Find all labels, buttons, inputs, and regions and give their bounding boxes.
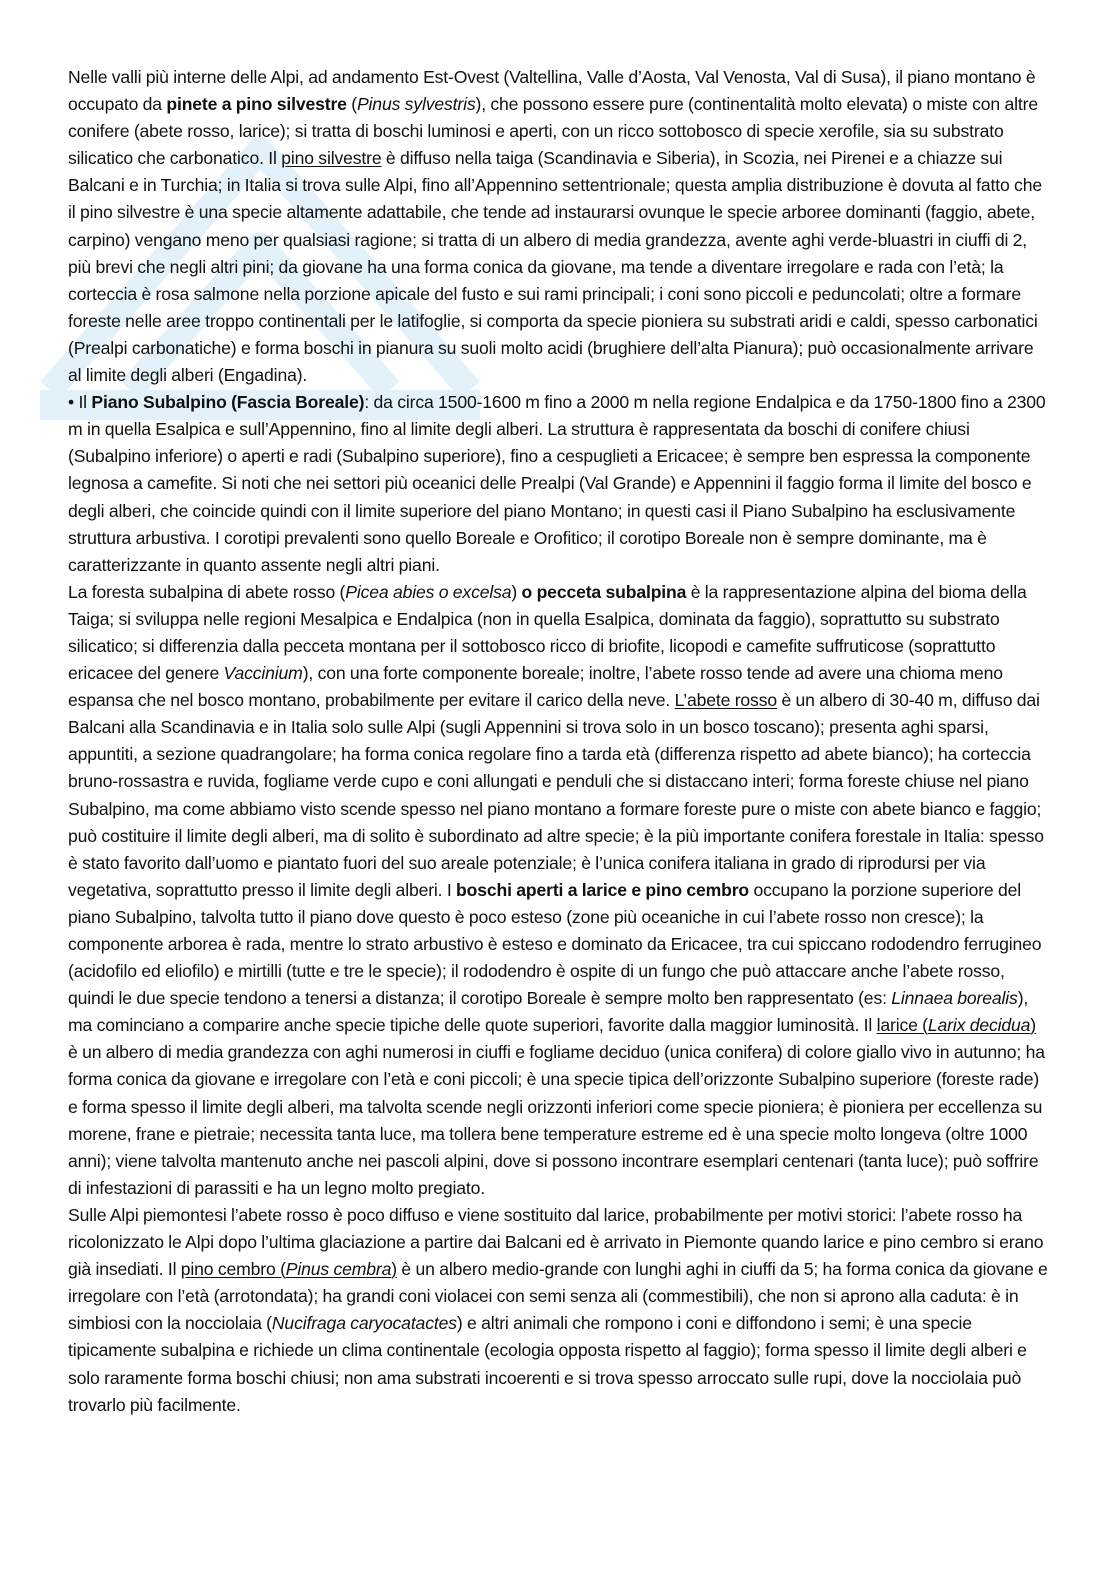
paragraph [68, 1202, 1048, 1419]
text-run: Pinus cembra [285, 1259, 392, 1280]
text-run: ), ma cominciano a comparire anche specie tipiche delle quote superiori, favorite dalla maggior luminosità. Il [68, 988, 1029, 1036]
text-run: Sulle Alpi piemontesi l’abete rosso è poco diffuso e viene sostituito dal larice, probabilmente per motivi storici: l’abete rosso ha ricolonizzato le Alpi dopo l’ultima glaciazione a partire dai Balcani ed è arrivato in Piemonte quando larice e pino cembro si erano già insediati. Il [68, 1204, 1044, 1280]
paragraph [68, 579, 1048, 1202]
text-run: ) [1030, 1015, 1037, 1036]
text-run: è la rappresentazione alpina del bioma della Taiga; si sviluppa nelle regioni Mesalpica e Endalpica (non in quella Esalpica, dominata da faggio), soprattutto su substrato silicatico; si differenzia dalla pecceta montana per il sottobosco ricco di briofite, licopodi e camefite suffruticose (soprattutto ericacee del genere [68, 581, 1027, 684]
text-run: boschi aperti a larice e pino cembro [456, 879, 750, 900]
text-run: Nucifraga caryocatactes [271, 1313, 457, 1334]
text-run: ), che possono essere pure (continentalità molto elevata) o miste con altre conifere (abete rosso, larice); si tratta di boschi luminosi e aperti, con un ricco sottobosco di specie xerofile, sia su substrato silicatico che carbonatico. Il [68, 94, 1038, 169]
text-run: ) [391, 1259, 397, 1280]
text-run: Pinus sylvestris [356, 94, 476, 115]
text-run: Linnaea borealis [891, 988, 1018, 1009]
text-run: : da circa 1500-1600 m fino a 2000 m nella regione Endalpica e da 1750-1800 fino a 2300 m in quella Esalpica e sull’Appennino, fino al limite degli alberi. La struttura è rappresentata da boschi di conifere chiusi (Subalpino inferiore) o aperti e radi (Subalpino superiore), fino a cespuglieti a Ericacee; è sempre ben espressa la componente legnosa a camefite. Si noti che nei settori più oceanici delle Prealpi (Val Grande) e Appennini il faggio forma il limite del bosco e degli alberi, che coincide quindi con il limite superiore del piano Montano; in questi casi il Piano Subalpino ha esclusivamente struttura arbustiva. I corotipi prevalenti sono quello Boreale e Orofitico; il corotipo Boreale non è sempre dominante, ma è caratterizzante in quanto assente negli altri piani. [68, 392, 1046, 575]
text-run: è diffuso nella taiga (Scandinavia e Siberia), in Scozia, nei Pirenei e a chiazze sui Balcani e in Turchia; in Italia si trova sulle Alpi, fino all’Appennino settentrionale; questa amplia distribuzione è dovuta al fatto che il pino silvestre è una specie altamente adattabile, che tende ad instaurarsi ovunque le specie arboree dominanti (faggio, abete, carpino) vengano meno per qualsiasi ragione; si tratta di un albero di media grandezza, avente aghi verde-bluastri in ciuffi di 2, più brevi che negli altri pini; da giovane ha una forma conica da giovane, ma tende a diventare irregolare e rada con l’età; la corteccia è rosa salmone nella porzione apicale del fusto e sui rami principali; i coni sono piccoli e peduncolati; oltre a formare foreste nelle aree troppo continentali per le latifoglie, si comporta da specie pioniera su substrati aridi e caldi, spesso carbonatici (Prealpi carbonatiche) e forma boschi in pianura su suoli molto acidi (brughiere dell’alta Pianura); può occasionalmente arrivare al limite degli alberi (Engadina). [68, 148, 1042, 386]
text-run: La foresta subalpina di abete rosso ( [68, 581, 346, 602]
text-run: occupano la porzione superiore del piano Subalpino, talvolta tutto il piano dove questo è poco esteso (zone più oceaniche in cui l’abete rosso non cresce); la componente arborea è rada, mentre lo strato arbustivo è esteso e dominato da Ericacee, tra cui spiccano rododendro ferrugineo (acidofilo ed eliofilo) e mirtilli (tutte e tre le specie); il rododendro è ospite di un fungo che può attaccare anche l’abete rosso, quindi le due specie tendono a tenersi a distanza; il corotipo Boreale è sempre molto ben rappresentato (es: [68, 879, 1042, 1009]
text-run: è un albero medio-grande con lunghi aghi in ciuffi da 5; ha forma conica da giovane e irregolare con l’età (arrotondata); ha grandi coni violacei con semi senza ali (commestibili), che non si aprono alla caduta: è in simbiosi con la nocciolaia ( [68, 1259, 1048, 1334]
text-run: ) e altri animali che rompono i coni e diffondono i semi; è una specie tipicamente subalpina e richiede un clima continentale (ecologia opposta rispetto al faggio); forma spesso il limite degli alberi e solo raramente forma boschi chiusi; non ama substrati incoerenti e si trova spesso arroccato sulle rupi, dove la nocciolaia può trovarlo più facilmente. [68, 1313, 1027, 1415]
text-run: pino silvestre [281, 148, 382, 169]
text-run: Piano Subalpino (Fascia Boreale) [91, 392, 365, 413]
text-run: Vaccinium [223, 663, 303, 684]
text-run: è un albero di 30-40 m, diffuso dai Balcani alla Scandinavia e in Italia solo sulle Alpi (sugli Appennini si trova solo in un bosco toscano); presenta aghi sparsi, appuntiti, a sezione quadrangolare; ha forma conica regolare fino a tarda età (differenza rispetto ad abete bianco); ha corteccia bruno-rossastra e ruvida, fogliame verde cupo e coni allungati e penduli che si distaccano interi; forma foreste chiuse nel piano Subalpino, ma come abbiamo visto scende spesso nel piano montano a formare foreste pure o miste con abete bianco e faggio; può costituire il limite degli alberi, ma di solito è subordinato ad altre specie; è la più importante conifera forestale in Italia: spesso è stato favorito dall’uomo e piantato fuori del suo areale potenziale; è l’unica conifera italiana in grado di riprodursi per via vegetativa, soprattutto presso il limite degli alberi. I [68, 690, 1044, 900]
text-run: ( [346, 94, 357, 115]
text-run: o pecceta subalpina [521, 581, 687, 602]
document-body [68, 64, 1048, 1419]
text-run: Larix decidua [927, 1015, 1031, 1036]
paragraph [68, 64, 1048, 389]
text-run: Nelle valli più interne delle Alpi, ad andamento Est-Ovest (Valtellina, Valle d’Aosta, Val Venosta, Val di Susa), il piano montano è occupato da [68, 67, 1036, 115]
text-run: è un albero di media grandezza con aghi numerosi in ciuffi e fogliame deciduo (unica conifera) di colore giallo vivo in autunno; ha forma conica da giovane e irregolare con l’età e coni piccoli; è una specie tipica dell’orizzonte Subalpino superiore (foreste rade) e forma spesso il limite degli alberi, ma talvolta scende negli orizzonti inferiori come specie pioniera; è pioniera per eccellenza su morene, frane e pietraie; necessita tanta luce, ma tollera bene temperature estreme ed è una specie molto longeva (oltre 1000 anni); viene talvolta mantenuto anche nei pascoli alpini, dove si possono incontrare esemplari centenari (tanta luce); può soffrire di infestazioni di parassiti e ha un legno molto pregiato. [68, 1042, 1045, 1198]
text-run: ), con una forte componente boreale; inoltre, l’abete rosso tende ad avere una chioma meno espansa che nel bosco montano, probabilmente per evitare il carico della neve. [68, 663, 1003, 711]
text-run: • Il [68, 392, 92, 413]
text-run: pinete a pino silvestre [166, 94, 347, 115]
text-run: ) [511, 581, 522, 602]
text-run: larice ( [876, 1015, 928, 1036]
paragraph [68, 389, 1048, 579]
text-run: L’abete rosso [674, 690, 777, 711]
text-run: Picea abies o excelsa [345, 581, 512, 602]
text-run: pino cembro ( [180, 1259, 286, 1280]
